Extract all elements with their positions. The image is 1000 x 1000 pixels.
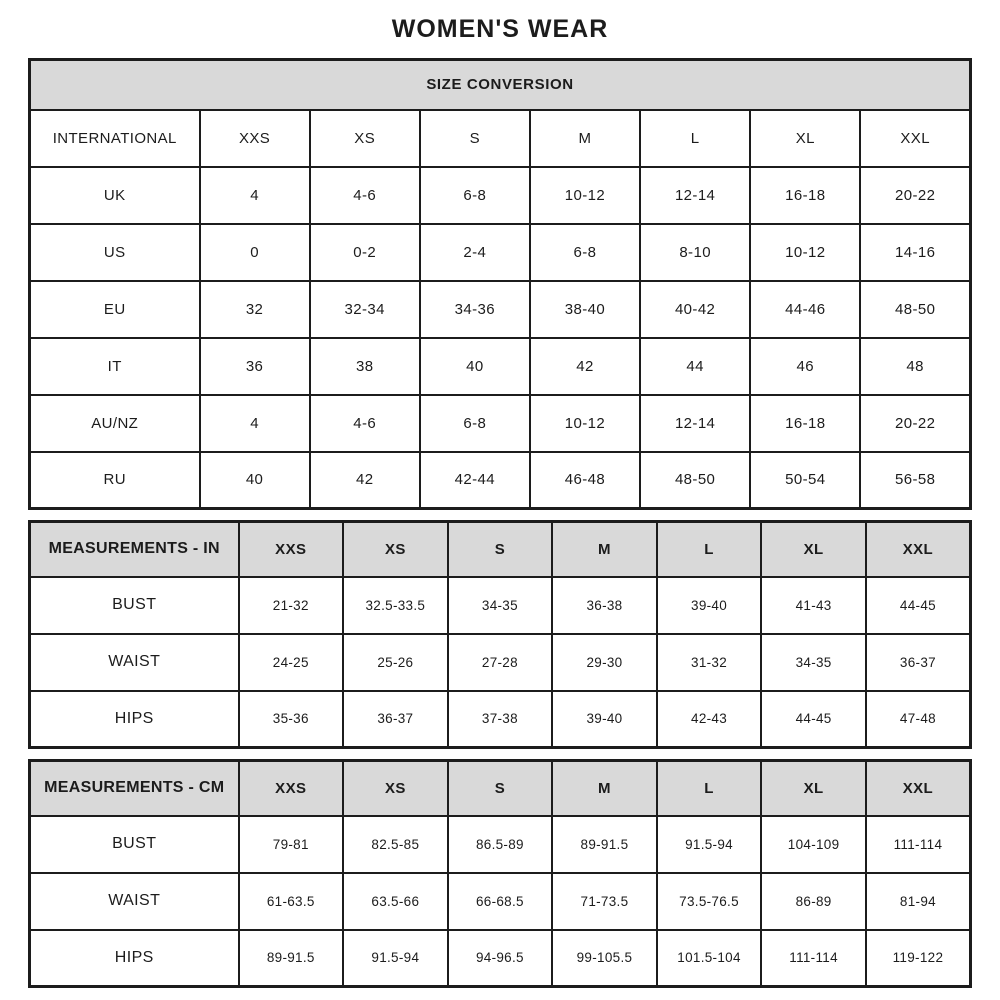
- region-column-header: INTERNATIONAL: [30, 110, 200, 167]
- table-cell: 86-89: [761, 873, 866, 930]
- table-cell: 50-54: [750, 452, 860, 509]
- table-cell: 63.5-66: [343, 873, 448, 930]
- table-row: [30, 691, 971, 748]
- table-cell: 73.5-76.5: [657, 873, 762, 930]
- size-column-header: S: [420, 110, 530, 167]
- table-cell: 32: [200, 281, 310, 338]
- table-row: [30, 167, 971, 224]
- size-column-header: XXL: [866, 761, 971, 816]
- table-title: MEASUREMENTS - CM: [30, 761, 239, 816]
- table-cell: 82.5-85: [343, 816, 448, 873]
- table-title: MEASUREMENTS - IN: [30, 522, 239, 577]
- table-cell: 111-114: [866, 816, 971, 873]
- column-header-row: [30, 522, 971, 577]
- table-cell: 36-37: [866, 634, 971, 691]
- size-column-header: S: [448, 761, 553, 816]
- table-cell: 34-36: [420, 281, 530, 338]
- size-column-header: XS: [343, 761, 448, 816]
- table-row: [30, 634, 971, 691]
- table-cell: 42: [530, 338, 640, 395]
- size-conversion-table: [28, 58, 972, 510]
- size-column-header: XL: [750, 110, 860, 167]
- table-cell: 42-43: [657, 691, 762, 748]
- table-cell: 86.5-89: [448, 816, 553, 873]
- table-cell: 44-45: [866, 577, 971, 634]
- table-cell: 10-12: [750, 224, 860, 281]
- table-cell: 42-44: [420, 452, 530, 509]
- table-row: [30, 452, 971, 509]
- table-cell: 36: [200, 338, 310, 395]
- table-cell: 40-42: [640, 281, 750, 338]
- row-label: AU/NZ: [30, 395, 200, 452]
- table-cell: 111-114: [761, 930, 866, 987]
- size-column-header: XL: [761, 761, 866, 816]
- table-cell: 14-16: [860, 224, 970, 281]
- table-cell: 39-40: [657, 577, 762, 634]
- table-cell: 12-14: [640, 167, 750, 224]
- table-row: [30, 930, 971, 987]
- table-title: SIZE CONVERSION: [30, 60, 971, 110]
- table-cell: 12-14: [640, 395, 750, 452]
- size-column-header: L: [640, 110, 750, 167]
- table-cell: 89-91.5: [552, 816, 657, 873]
- table-cell: 40: [420, 338, 530, 395]
- table-cell: 10-12: [530, 167, 640, 224]
- table-row: [30, 577, 971, 634]
- table-cell: 6-8: [420, 167, 530, 224]
- table-cell: 41-43: [761, 577, 866, 634]
- size-column-header: M: [552, 761, 657, 816]
- table-cell: 36-38: [552, 577, 657, 634]
- table-cell: 16-18: [750, 167, 860, 224]
- table-cell: 101.5-104: [657, 930, 762, 987]
- table-cell: 37-38: [448, 691, 553, 748]
- table-cell: 46-48: [530, 452, 640, 509]
- table-cell: 35-36: [239, 691, 344, 748]
- row-label: US: [30, 224, 200, 281]
- table-cell: 31-32: [657, 634, 762, 691]
- table-cell: 46: [750, 338, 860, 395]
- table-row: [30, 873, 971, 930]
- table-cell: 21-32: [239, 577, 344, 634]
- size-column-header: XXS: [239, 761, 344, 816]
- table-cell: 2-4: [420, 224, 530, 281]
- column-header-row: [30, 761, 971, 816]
- table-cell: 48: [860, 338, 970, 395]
- table-cell: 47-48: [866, 691, 971, 748]
- table-cell: 0: [200, 224, 310, 281]
- table-title-row: [30, 60, 971, 110]
- table-cell: 6-8: [420, 395, 530, 452]
- table-cell: 10-12: [530, 395, 640, 452]
- table-cell: 36-37: [343, 691, 448, 748]
- measurements-in-table: [28, 520, 972, 749]
- table-cell: 32.5-33.5: [343, 577, 448, 634]
- table-cell: 34-35: [448, 577, 553, 634]
- table-cell: 4-6: [310, 167, 420, 224]
- table-cell: 48-50: [860, 281, 970, 338]
- table-cell: 6-8: [530, 224, 640, 281]
- table-cell: 4: [200, 167, 310, 224]
- table-cell: 91.5-94: [657, 816, 762, 873]
- table-cell: 119-122: [866, 930, 971, 987]
- table-cell: 104-109: [761, 816, 866, 873]
- table-cell: 27-28: [448, 634, 553, 691]
- size-column-header: XS: [343, 522, 448, 577]
- table-cell: 66-68.5: [448, 873, 553, 930]
- table-cell: 40: [200, 452, 310, 509]
- table-cell: 99-105.5: [552, 930, 657, 987]
- size-column-header: XXL: [866, 522, 971, 577]
- table-row: [30, 338, 971, 395]
- row-label: BUST: [30, 816, 239, 873]
- size-column-header: L: [657, 761, 762, 816]
- table-row: [30, 816, 971, 873]
- size-column-header: XXL: [860, 110, 970, 167]
- table-cell: 39-40: [552, 691, 657, 748]
- size-column-header: L: [657, 522, 762, 577]
- table-row: [30, 224, 971, 281]
- column-header-row: [30, 110, 971, 167]
- table-cell: 44-46: [750, 281, 860, 338]
- size-column-header: XXS: [200, 110, 310, 167]
- size-column-header: XS: [310, 110, 420, 167]
- table-cell: 71-73.5: [552, 873, 657, 930]
- table-row: [30, 395, 971, 452]
- table-cell: 81-94: [866, 873, 971, 930]
- row-label: BUST: [30, 577, 239, 634]
- table-cell: 8-10: [640, 224, 750, 281]
- table-cell: 94-96.5: [448, 930, 553, 987]
- size-column-header: M: [530, 110, 640, 167]
- table-cell: 38-40: [530, 281, 640, 338]
- size-column-header: S: [448, 522, 553, 577]
- row-label: WAIST: [30, 873, 239, 930]
- size-column-header: XL: [761, 522, 866, 577]
- table-cell: 42: [310, 452, 420, 509]
- size-column-header: XXS: [239, 522, 344, 577]
- table-cell: 56-58: [860, 452, 970, 509]
- row-label: IT: [30, 338, 200, 395]
- table-cell: 44: [640, 338, 750, 395]
- table-cell: 61-63.5: [239, 873, 344, 930]
- row-label: WAIST: [30, 634, 239, 691]
- row-label: RU: [30, 452, 200, 509]
- row-label: HIPS: [30, 691, 239, 748]
- table-cell: 4: [200, 395, 310, 452]
- row-label: EU: [30, 281, 200, 338]
- table-cell: 24-25: [239, 634, 344, 691]
- page-title: WOMEN'S WEAR: [391, 15, 609, 43]
- table-cell: 25-26: [343, 634, 448, 691]
- table-cell: 91.5-94: [343, 930, 448, 987]
- table-cell: 89-91.5: [239, 930, 344, 987]
- table-row: [30, 281, 971, 338]
- table-cell: 79-81: [239, 816, 344, 873]
- size-column-header: M: [552, 522, 657, 577]
- table-cell: 20-22: [860, 167, 970, 224]
- table-cell: 48-50: [640, 452, 750, 509]
- table-cell: 38: [310, 338, 420, 395]
- table-cell: 44-45: [761, 691, 866, 748]
- table-cell: 0-2: [310, 224, 420, 281]
- row-label: UK: [30, 167, 200, 224]
- measurements-cm-table: [28, 759, 972, 988]
- table-cell: 20-22: [860, 395, 970, 452]
- table-cell: 34-35: [761, 634, 866, 691]
- table-cell: 4-6: [310, 395, 420, 452]
- table-cell: 32-34: [310, 281, 420, 338]
- table-cell: 29-30: [552, 634, 657, 691]
- table-cell: 16-18: [750, 395, 860, 452]
- row-label: HIPS: [30, 930, 239, 987]
